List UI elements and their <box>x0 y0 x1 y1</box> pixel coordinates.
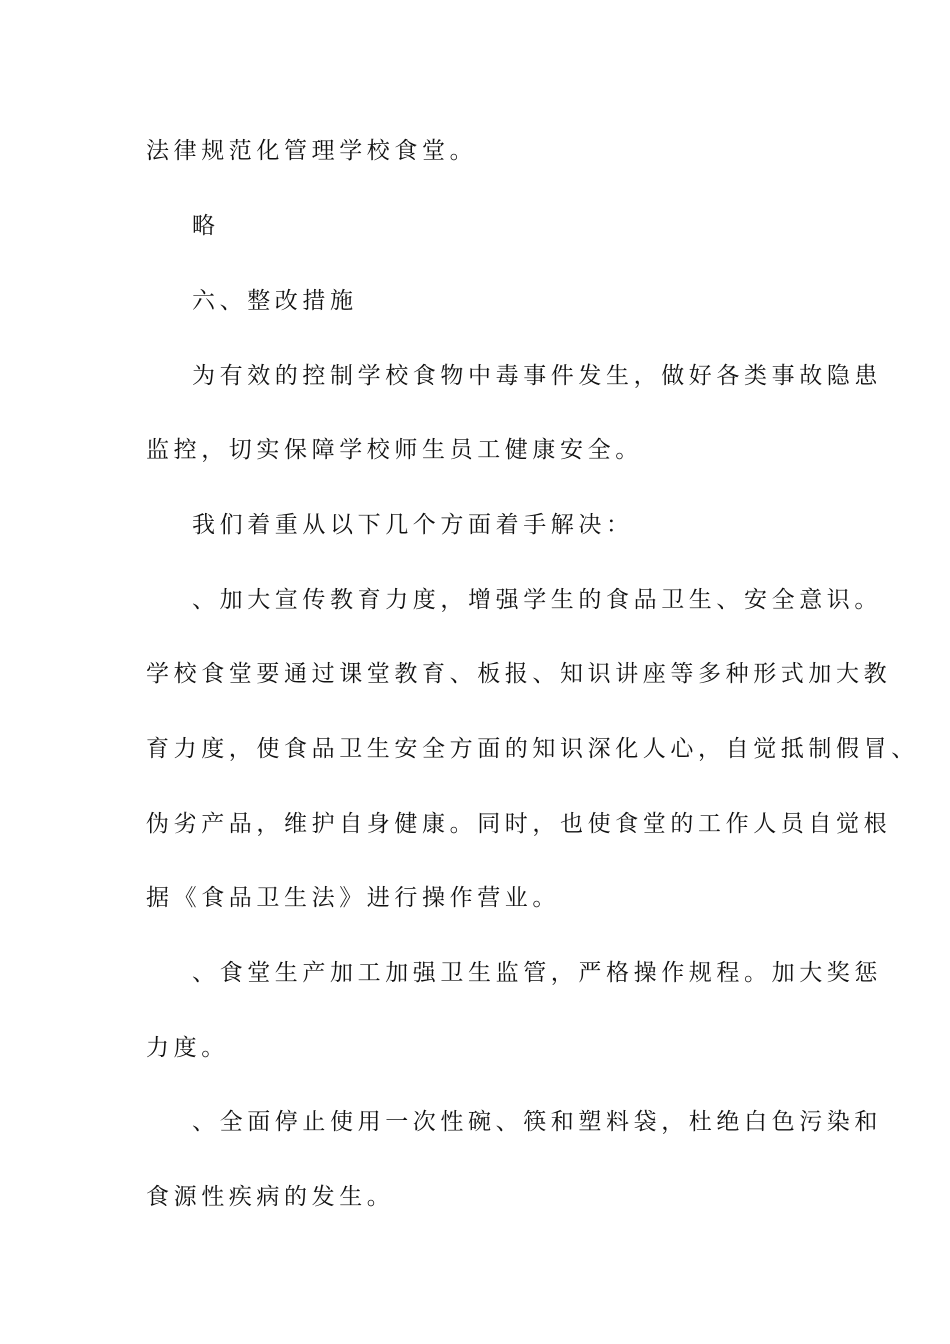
paragraph-line: 学校食堂要通过课堂教育、板报、知识讲座等多种形式加大教 <box>146 661 892 687</box>
paragraph-line: 食源性疾病的发生。 <box>146 1184 395 1210</box>
paragraph-line: 监控，切实保障学校师生员工健康安全。 <box>146 437 643 463</box>
paragraph-line: 力度。 <box>146 1035 229 1061</box>
paragraph-line: 育力度，使食品卫生安全方面的知识深化人心，自觉抵制假冒、 <box>146 736 919 762</box>
paragraph-line: 据《食品卫生法》进行操作营业。 <box>146 885 560 911</box>
list-item-line: 、全面停止使用一次性碗、筷和塑料袋，杜绝白色污染和 <box>192 1109 882 1135</box>
paragraph-line: 法律规范化管理学校食堂。 <box>146 138 478 164</box>
paragraph-line: 为有效的控制学校食物中毒事件发生，做好各类事故隐患 <box>192 363 882 389</box>
paragraph-line: 我们着重从以下几个方面着手解决： <box>192 512 634 538</box>
section-heading: 六、整改措施 <box>192 288 358 314</box>
paragraph-line: 略 <box>192 213 220 239</box>
list-item-line: 、加大宣传教育力度，增强学生的食品卫生、安全意识。 <box>192 587 882 613</box>
list-item-line: 、食堂生产加工加强卫生监管，严格操作规程。加大奖惩 <box>192 960 882 986</box>
paragraph-line: 伪劣产品，维护自身健康。同时，也使食堂的工作人员自觉根 <box>146 811 892 837</box>
